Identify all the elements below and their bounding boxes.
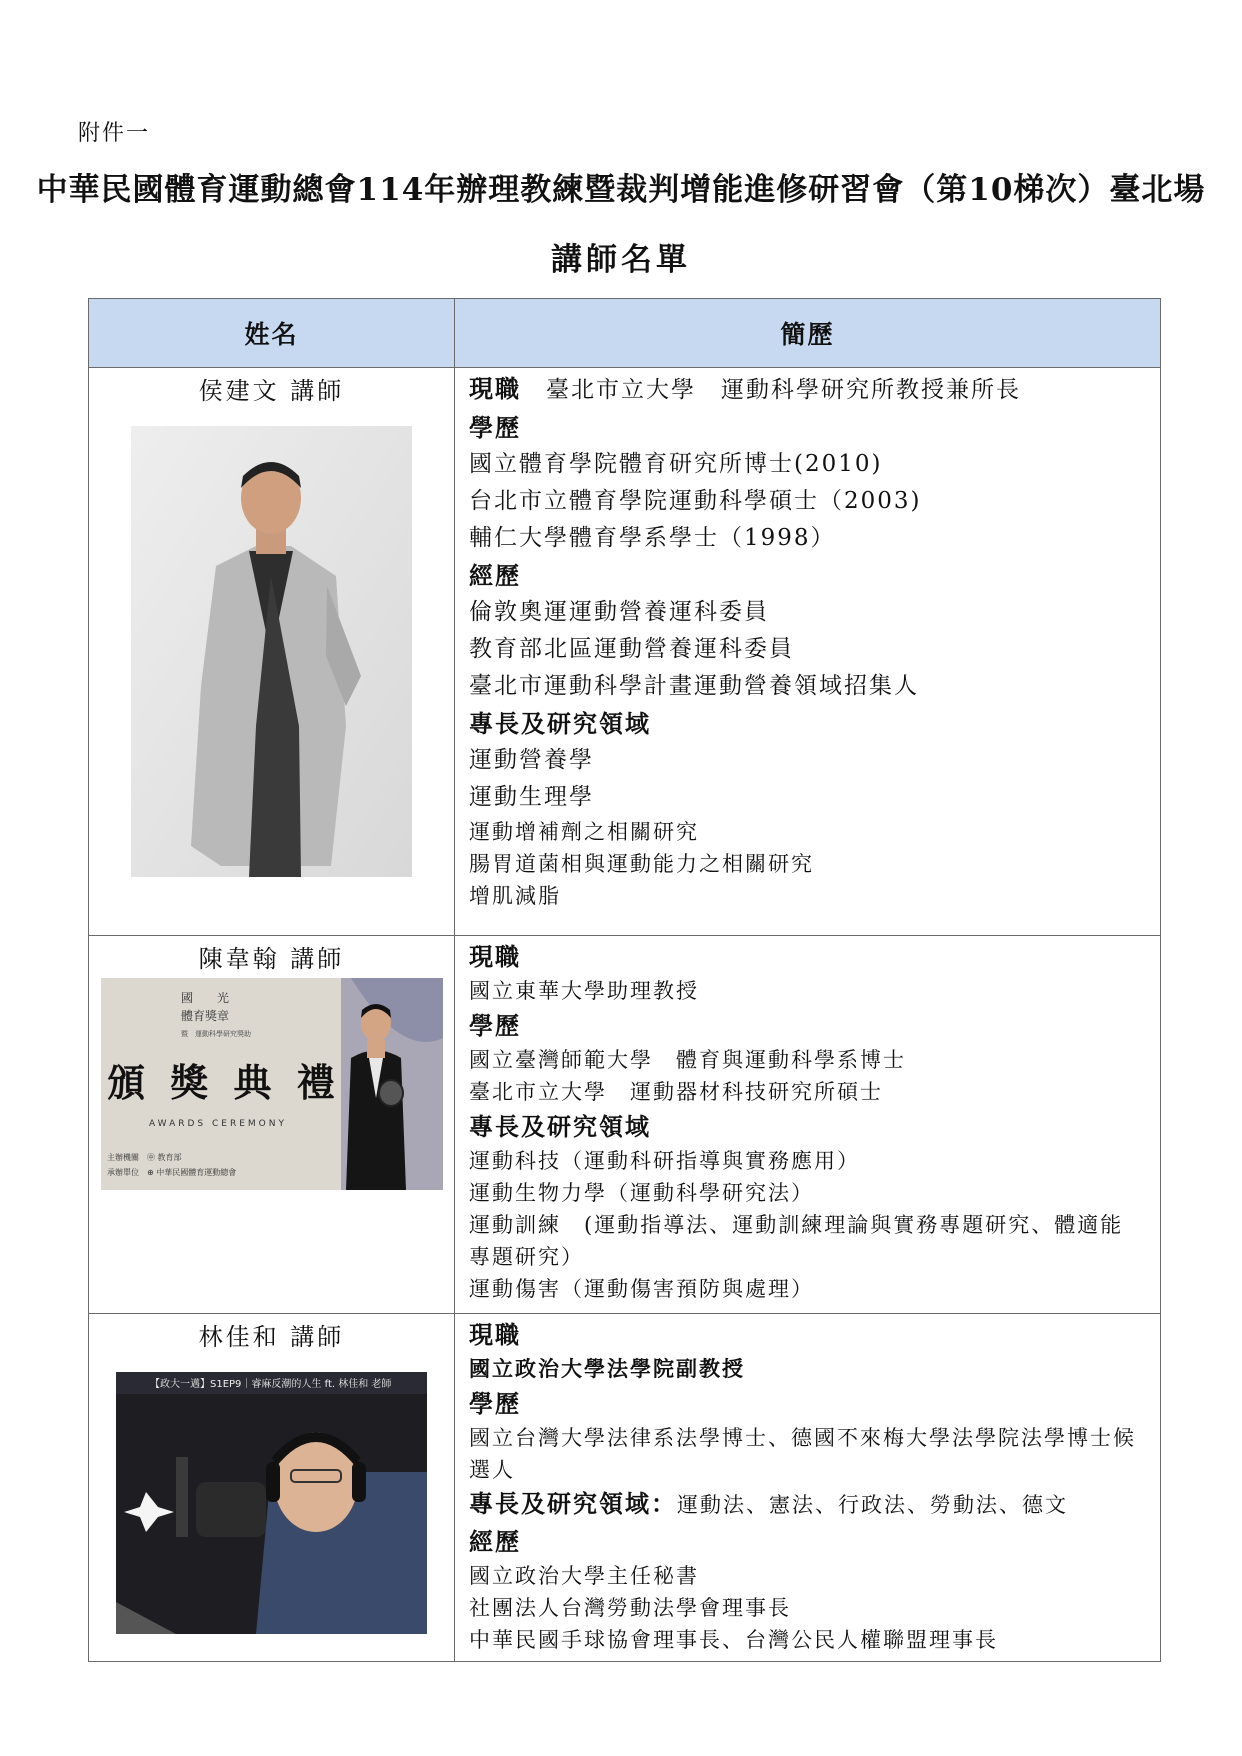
education-label: 學歷 xyxy=(469,413,521,442)
expertise-item: 運動營養學 xyxy=(469,747,594,773)
instructor-photo xyxy=(131,426,412,877)
portrait-image xyxy=(131,426,412,877)
name-cell xyxy=(89,1314,455,1662)
experience-item: 國立政治大學主任秘書 xyxy=(469,1564,699,1588)
instructor-photo xyxy=(116,1372,427,1634)
experience-item: 中華民國手球協會理事長、台灣公民人權聯盟理事長 xyxy=(469,1628,998,1652)
expertise-item: 運動生物力學（運動科學研究法） xyxy=(469,1181,814,1205)
photo-caption: 【政大一邁】S1EP9｜睿麻反潮的人生 ft. 林佳和 老師 xyxy=(150,1379,392,1390)
expertise-value: 運動法、憲法、行政法、勞動法、德文 xyxy=(677,1493,1068,1517)
photo-line2: 體育獎章 xyxy=(180,1009,229,1023)
education-item: 國立台灣大學法律系法學博士、德國不來梅大學法學院法學博士候選人 xyxy=(469,1426,1136,1482)
expertise-item: 腸胃道菌相與運動能力之相關研究 xyxy=(469,852,814,876)
page-subtitle: 講師名單 xyxy=(551,242,691,278)
expertise-item: 運動科技（運動科研指導與實務應用） xyxy=(469,1149,860,1173)
header-name: 姓名 xyxy=(89,299,455,368)
photo-org1: 主辦機關 ㊥ 教育部 xyxy=(106,1153,182,1162)
current-label: 現職 xyxy=(469,942,521,971)
award-ceremony-image xyxy=(101,978,443,1190)
bio-cell xyxy=(455,1314,1161,1662)
experience-item: 臺北市運動科學計畫運動營養領域招集人 xyxy=(469,673,919,699)
name-cell xyxy=(89,936,455,1314)
photo-org2: 承辦單位 ⊕ 中華民國體育運動總會 xyxy=(106,1168,236,1177)
bio-cell xyxy=(455,368,1161,936)
current-label: 現職 xyxy=(469,374,521,403)
instructor-name: 侯建文 講師 xyxy=(198,377,345,405)
expertise-label: 專長及研究領域： xyxy=(469,1489,677,1518)
photo-line1: 國 光 xyxy=(180,991,229,1005)
education-label: 學歷 xyxy=(469,1389,521,1418)
experience-label: 經歷 xyxy=(469,561,521,590)
photo-main-text: 頒 獎 典 禮 xyxy=(106,1060,341,1105)
bio-cell xyxy=(455,936,1161,1314)
current-value: 臺北市立大學 運動科學研究所教授兼所長 xyxy=(546,377,1021,403)
instructor-table xyxy=(88,298,1161,1662)
photo-line3: 暨 運動科學研究獎助 xyxy=(180,1030,251,1038)
attachment-label: 附件一 xyxy=(78,121,151,146)
expertise-item: 增肌減脂 xyxy=(469,884,561,908)
current-position xyxy=(469,370,1146,409)
education-item: 台北市立體育學院運動科學碩士（2003) xyxy=(469,488,922,514)
expertise-item: 運動增補劑之相關研究 xyxy=(469,820,699,844)
expertise-item: 運動傷害（運動傷害預防與處理） xyxy=(469,1277,814,1301)
instructor-photo xyxy=(101,978,443,1190)
name-cell xyxy=(89,368,455,936)
instructor-name: 陳韋翰 講師 xyxy=(198,945,345,973)
education-item: 臺北市立大學 運動器材科技研究所碩士 xyxy=(469,1080,883,1104)
table-row xyxy=(89,1314,1161,1662)
podcast-image xyxy=(116,1372,427,1634)
education-item: 國立體育學院體育研究所博士(2010) xyxy=(469,451,883,477)
instructor-name: 林佳和 講師 xyxy=(198,1323,345,1351)
current-label: 現職 xyxy=(469,1320,521,1349)
current-value: 國立東華大學助理教授 xyxy=(469,979,699,1003)
table-header-row xyxy=(89,299,1161,368)
experience-item: 倫敦奧運運動營養運科委員 xyxy=(469,599,769,625)
expertise-label: 專長及研究領域 xyxy=(469,1112,651,1141)
expertise-label: 專長及研究領域 xyxy=(469,709,651,738)
table-row xyxy=(89,368,1161,936)
expertise-item: 運動訓練 (運動指導法、運動訓練理論與實務專題研究、體適能專題研究） xyxy=(469,1213,1124,1269)
page-title: 中華民國體育運動總會114年辦理教練暨裁判增能進修研習會（第10梯次）臺北場 xyxy=(36,172,1206,208)
education-item: 輔仁大學體育學系學士（1998） xyxy=(469,525,836,551)
education-item: 國立臺灣師範大學 體育與運動科學系博士 xyxy=(469,1048,906,1072)
header-bio: 簡歷 xyxy=(455,299,1161,368)
experience-label: 經歷 xyxy=(469,1527,521,1556)
experience-item: 教育部北區運動營養運科委員 xyxy=(469,636,794,662)
expertise-item: 運動生理學 xyxy=(469,784,594,810)
photo-en-text: AWARDS CEREMONY xyxy=(148,1119,287,1129)
table-row xyxy=(89,936,1161,1314)
expertise-line xyxy=(469,1486,1146,1523)
education-label: 學歷 xyxy=(469,1011,521,1040)
current-value: 國立政治大學法學院副教授 xyxy=(469,1356,745,1381)
experience-item: 社團法人台灣勞動法學會理事長 xyxy=(469,1596,791,1620)
